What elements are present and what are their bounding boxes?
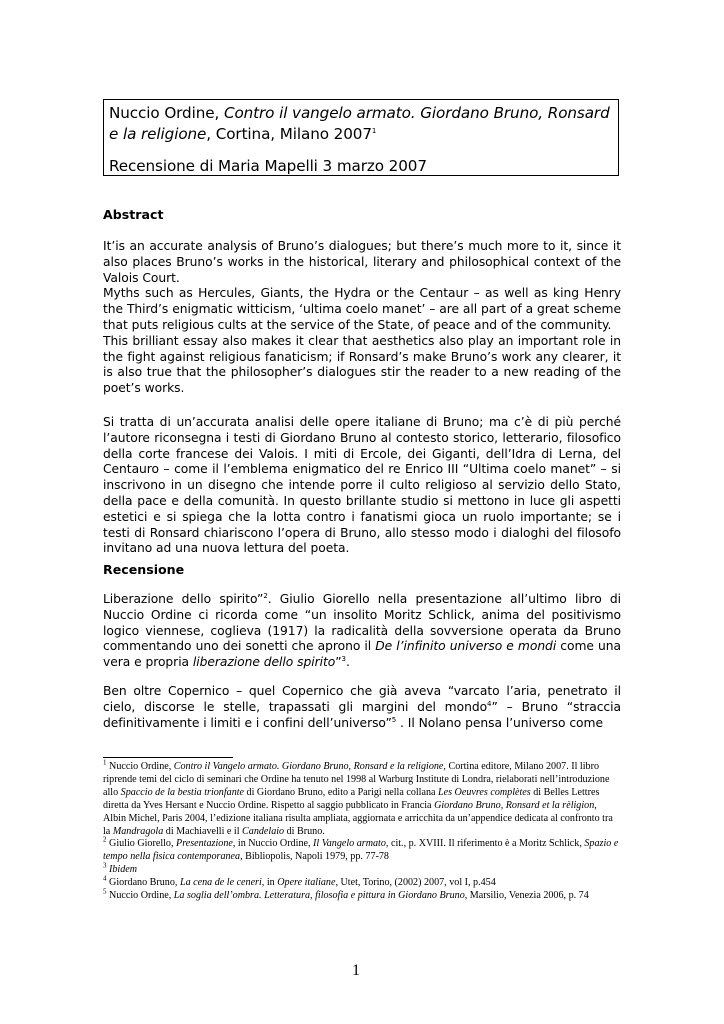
footnote-separator — [103, 757, 233, 758]
review-byline: Recensione di Maria Mapelli 3 marzo 2007 — [109, 157, 427, 175]
abstract-italian — [103, 415, 621, 557]
paragraph: Myths such as Hercules, Giants, the Hydra or the Centaur – as well as king Henry the Third’s enigmatic witticism, ‘ultima coelo manet’ – are all part of a great scheme that puts religious cults at the service of the State, of peace and of the community. — [103, 286, 621, 332]
footnote-5: $^5$ Nuccio Ordine, La soglia dell’ombra. Letteratura, filosofia e pittura in Giordano Bruno, Marsilio, Venezia 2006, p. 74 — [103, 887, 589, 902]
paragraph: This brilliant essay also makes it clear that aesthetics also play an important role in the fight against religious fanaticism; if Ronsard’s make Bruno’s work any clearer, it is also true that the philosopher’s dialogues stir the reader to a new reading of the poet’s works. — [103, 333, 621, 396]
title-box — [103, 99, 619, 176]
footnote-ref[interactable]: 3 — [341, 655, 346, 664]
page-number: 1 — [352, 962, 360, 979]
author-name: Nuccio Ordine, — [109, 104, 224, 122]
paragraph: It’is an accurate analysis of Bruno’s dialogues; but there’s much more to it, since it also places Bruno’s works in the historical, literary and philosophical context of the Valois Court. — [103, 239, 621, 285]
book-citation — [109, 103, 613, 145]
publisher: , Cortina, Milano 2007 — [206, 125, 372, 143]
footnote-4: $^4$ Giordano Bruno, La cena de le ceneri, in Opere italiane, Utet, Torino, (2002) 2007, vol I, p.454 — [103, 874, 496, 889]
footnote-ref[interactable]: 5 — [391, 715, 397, 724]
footnote-1: $^1$ Nuccio Ordine, Contro il Vangelo armato. Giordano Bruno, Ronsard e la religione, Cortina editore, Milano 2007. Il libro riprende temi del ciclo di seminari che Ordine ha tenuto nel 1998 al Warburg Institute di Londra, rielaborati nell’introduzione allo Spaccio de la bestia trionfante di Giordano Bruno, edito a Parigi nella collana Les Oeuvres complètes di Belles Lettres diretta da Yves Hersant e Nuccio Ordine. Rispetto al saggio pubblicato in Francia Giordano Bruno, Ronsard et la rèligion, Albin Michel, Paris 2004, l’edizione italiana risulta ampliata, aggiornata e arricchita da un’appendice dedicata al confronto tra la Mandragola di Machiavelli e il Candelaio di Bruno. — [103, 758, 613, 837]
paragraph: Si tratta di un’accurata analisi delle opere italiane di Bruno; ma c’è di più perché l’autore riconsegna i testi di Giordano Bruno al contesto storico, letterario, filosofico della corte francese dei Valois. I miti di Ercole, dei Giganti, dell’Idra di Lerna, del Centauro – come il l’emblema enigmatico del re Enrico III “Ultima coelo manet” – si inscrivono in un disegno che intende porre il culto religioso al servizio dello Stato, della pace e della comunità. In questo brillante studio si mettono in luce gli aspetti estetici e si spiega che la lotta contro i fanatismi gioca un ruolo importante; se i testi di Ronsard chiariscono l’opera di Bruno, allo stesso modo i dialoghi del filosofo invitano ad una nuova lettura del poeta. — [103, 415, 621, 556]
review-paragraph-2: Ben oltre Copernico – quel Copernico che già aveva “varcato l’aria, penetrato il cielo, discorse le stelle, trapassati gli margini del mondo$^4$” – Bruno “straccia definitivamente i limiti e i confini dell’universo”$^5$ . Il Nolano pensa l’universo come — [103, 684, 621, 730]
footnote-ref[interactable]: 1 — [371, 126, 377, 135]
italic-title: De l’infinito universo e mondi — [375, 639, 557, 654]
book-title: Contro il vangelo armato. Giordano Bruno, Ronsard e la religione — [109, 104, 610, 143]
review-paragraph-1: Liberazione dello spirito”$^2$. Giulio Giorello nella presentazione all’ultimo libro di Nuccio Ordine ci ricorda come “un insolito Moritz Schlick, anima del positivismo logico viennese, coglieva (1917) la radicalità della sovversione operata da Bruno commentando uno dei sonetti che aprono il De l’infinito universo e mondi come una vera e propria liberazione dello spirito”$^3$. — [103, 591, 622, 670]
abstract-english — [103, 239, 621, 397]
footnote-2: $^2$ Giulio Giorello, Presentazione, in Nuccio Ordine, Il Vangelo armato, cit., p. XVIII. Il riferimento è a Moritz Schlick, Spazio e tempo nella fisica contemporanea, Bibliopolis, Napoli 1979, pp. 77-78 — [103, 836, 619, 863]
footnote-ref[interactable]: 2 — [263, 591, 268, 600]
footnote-ref[interactable]: 4 — [487, 699, 492, 708]
footnotes — [103, 758, 621, 903]
footnote-3: $^3$ Ibidem — [103, 861, 138, 876]
italic-phrase: liberazione dello spirito — [192, 655, 336, 670]
recensione-heading: Recensione — [103, 562, 185, 577]
abstract-heading: Abstract — [103, 207, 164, 222]
